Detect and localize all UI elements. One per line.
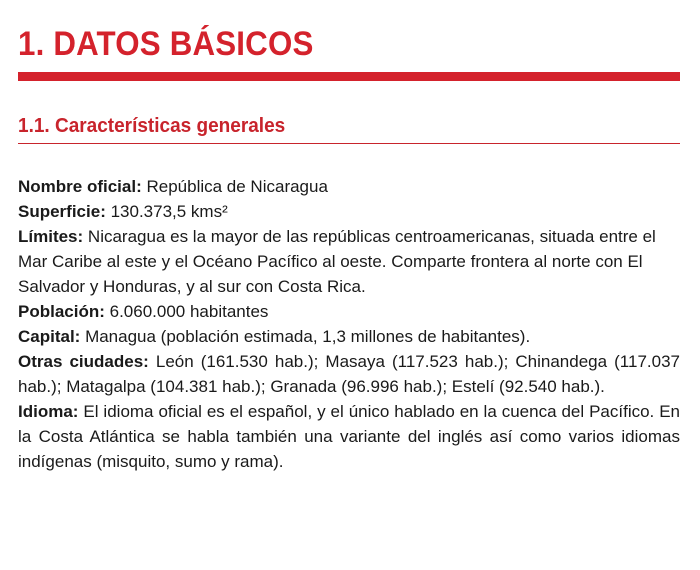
field-label: Límites: xyxy=(18,227,84,246)
field-otras-ciudades xyxy=(18,349,680,399)
document-page xyxy=(18,0,680,474)
field-poblacion xyxy=(18,299,680,324)
field-capital xyxy=(18,324,680,349)
field-label: Superficie: xyxy=(18,202,106,221)
field-value: Nicaragua es la mayor de las repúblicas centroamericanas, situada entre el Mar Caribe al este y el Océano Pacífico al oeste. Comparte frontera al norte con El Salvador y Honduras, y al sur con Costa Rica. xyxy=(18,227,656,296)
section-title: 1. DATOS BÁSICOS xyxy=(18,25,314,63)
subsection-title: 1.1. Características generales xyxy=(18,115,286,137)
title-rule xyxy=(18,72,680,81)
field-value: 6.060.000 habitantes xyxy=(104,302,269,321)
field-label: Idioma: xyxy=(18,402,79,421)
field-label: Otras ciudades: xyxy=(18,352,149,371)
field-label: Nombre oficial: xyxy=(18,177,142,196)
field-value: El idioma oficial es el español, y el único hablado en la cuenca del Pacífico. En la Costa Atlántica se habla también una variante del inglés así como varios idiomas indígenas (misquito, sumo y rama). xyxy=(18,402,680,471)
field-idioma xyxy=(18,399,680,474)
field-superficie xyxy=(18,199,680,224)
field-nombre-oficial xyxy=(18,174,680,199)
facts-list xyxy=(18,174,680,474)
field-value: Managua (población estimada, 1,3 millones de habitantes). xyxy=(80,327,531,346)
field-label: Población: xyxy=(18,302,105,321)
field-value: 130.373,5 kms² xyxy=(105,202,228,221)
field-value: León (161.530 hab.); Masaya (117.523 hab.); Chinandega (117.037 hab.); Matagalpa (104.381 hab.); Granada (96.996 hab.); Estelí (92.540 hab.). xyxy=(18,352,680,396)
field-limites xyxy=(18,224,680,299)
field-label: Capital: xyxy=(18,327,81,346)
subtitle-rule xyxy=(18,143,680,144)
field-value: República de Nicaragua xyxy=(141,177,328,196)
